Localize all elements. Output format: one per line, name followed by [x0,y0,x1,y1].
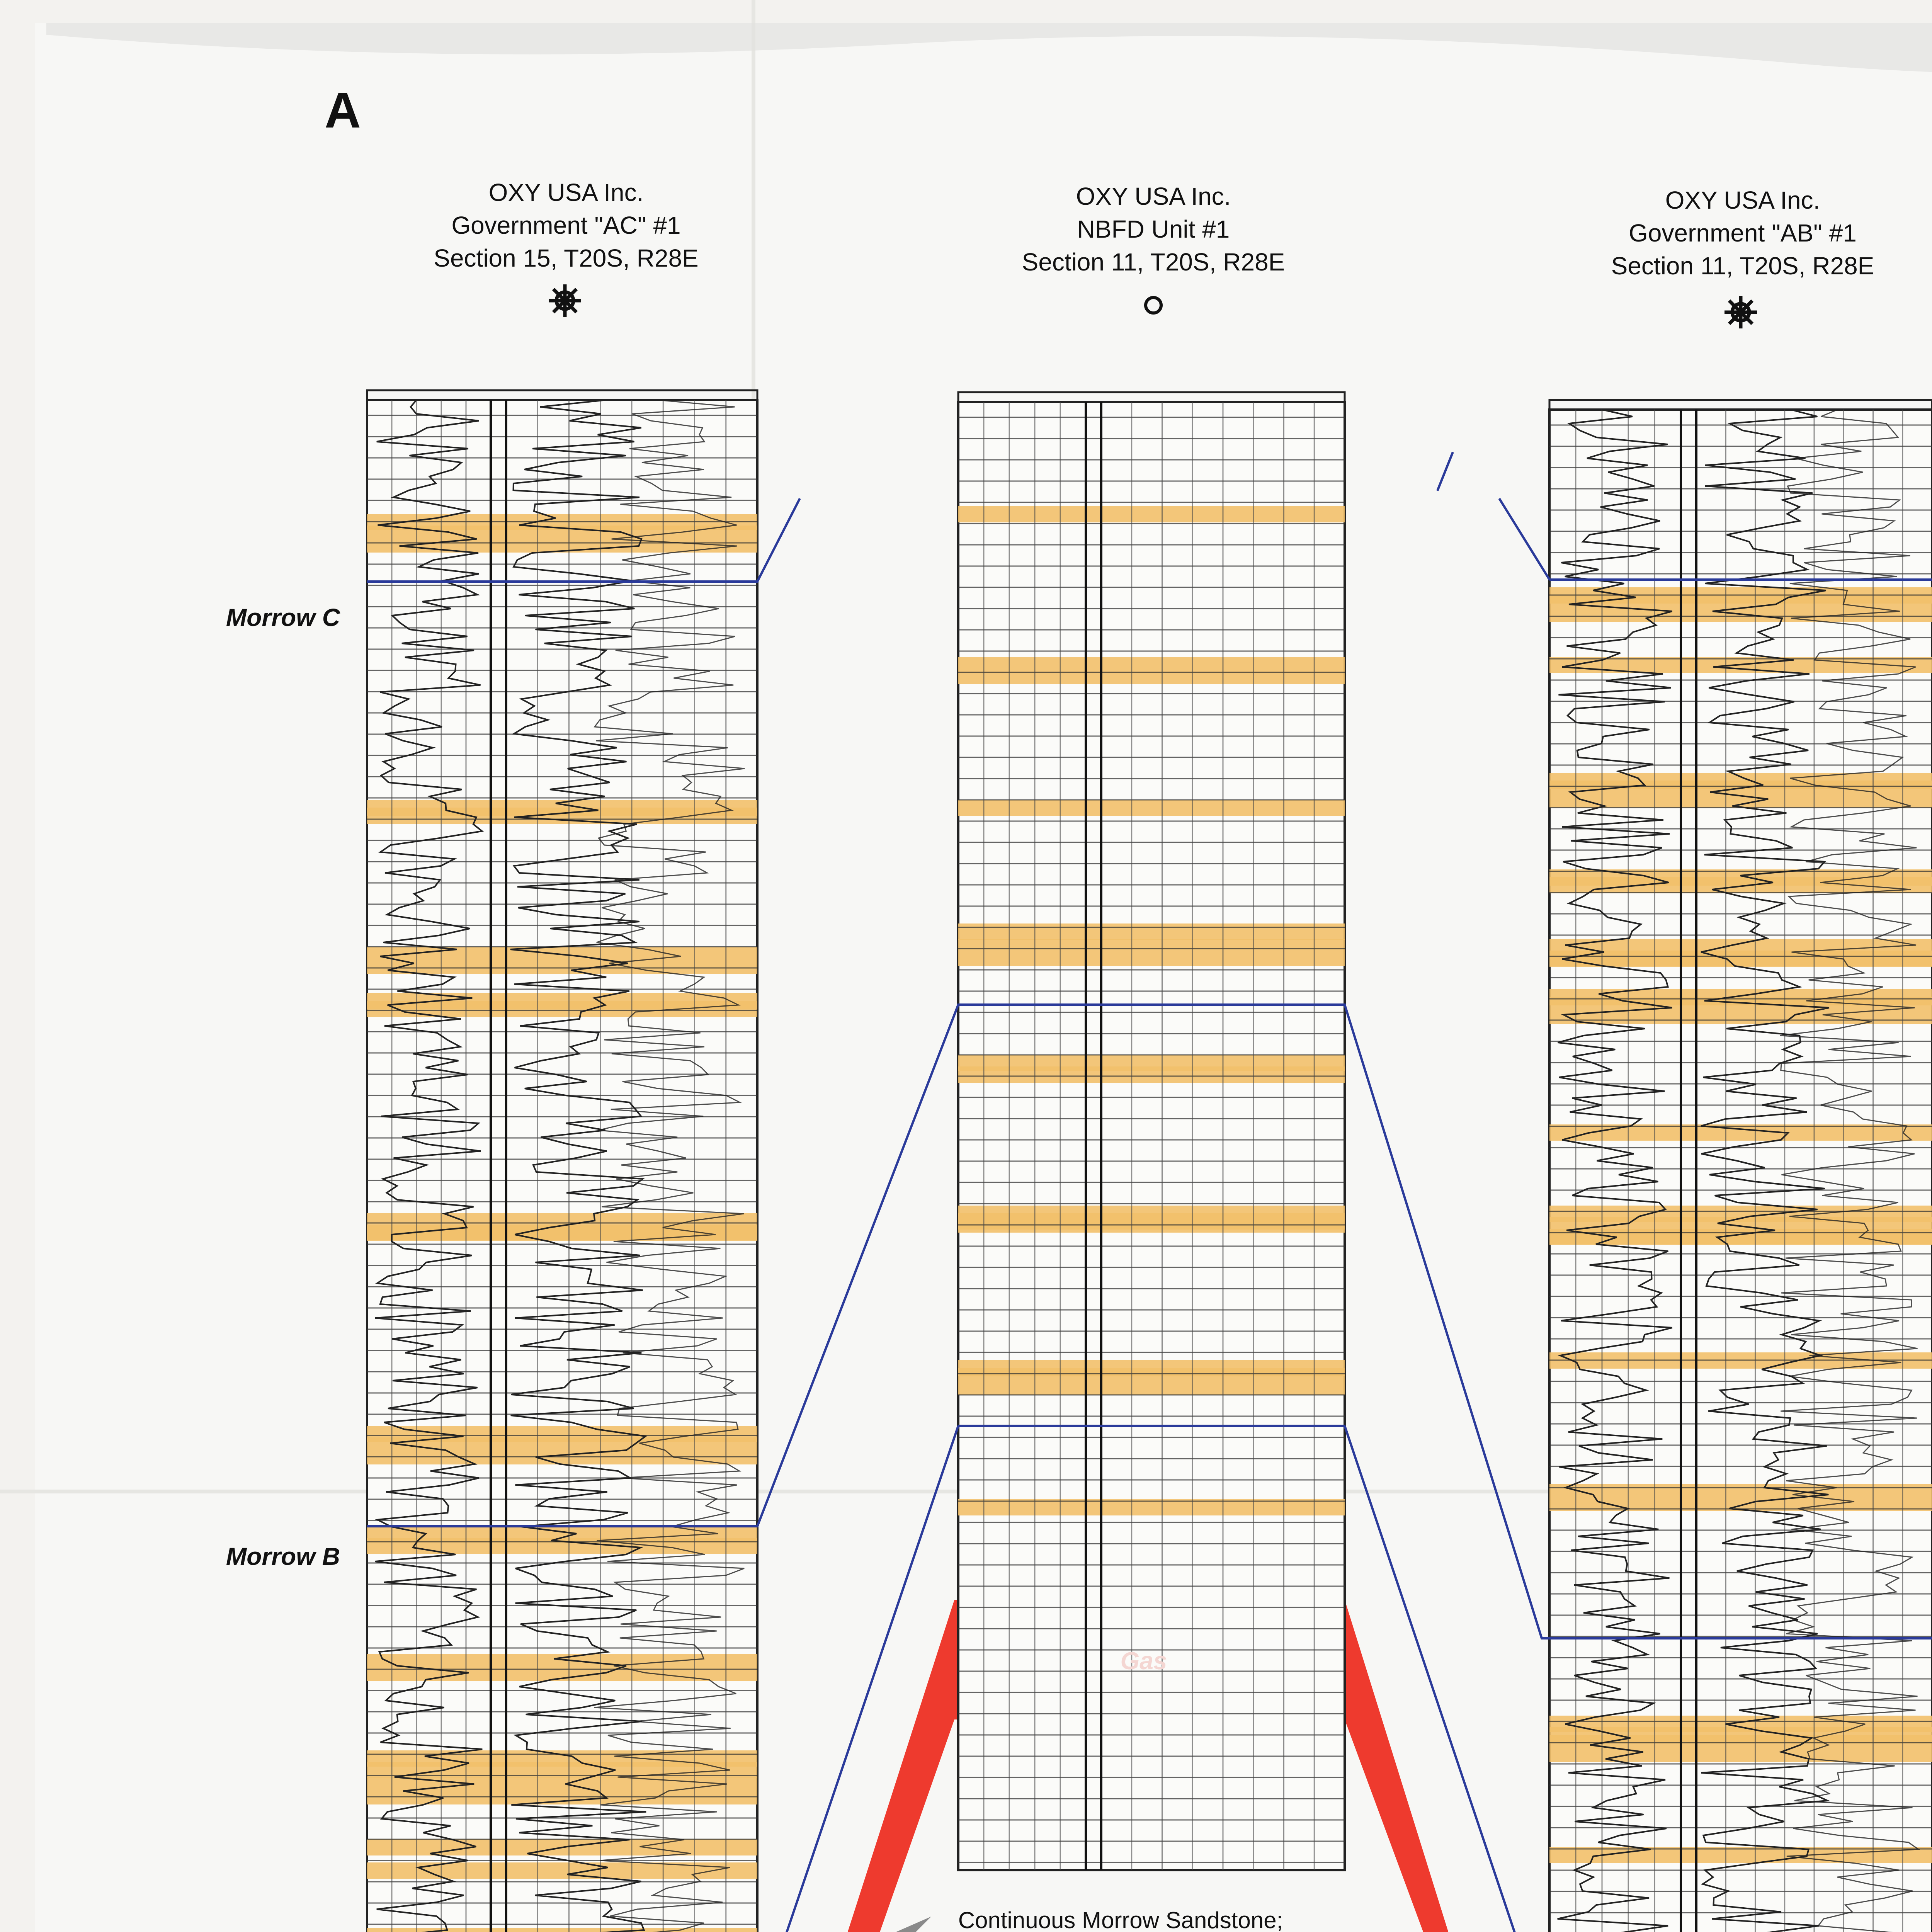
section-start-label: A [325,82,361,138]
sand-band [958,657,1345,684]
sand-band [367,1538,757,1554]
well-2-location: Section 11, T20S, R28E [1022,248,1285,276]
well-1-name: Government "AC" #1 [451,211,681,239]
well-2-name: NBFD Unit #1 [1077,215,1230,243]
sand-band [958,1066,1345,1083]
well-1-location: Section 15, T20S, R28E [434,244,699,272]
sand-band [367,1225,757,1241]
well-2-operator: OXY USA Inc. [1076,182,1231,210]
sand-band [367,947,757,974]
well-log-3 [1549,400,1932,1932]
well-log-1 [367,390,757,1932]
sand-band [958,939,1345,966]
sand-band [367,1928,757,1932]
sand-band [958,506,1345,522]
sand-band [958,1368,1345,1395]
continuous-sand-note [958,1907,1283,1932]
continuous-note-line-1: Continuous Morrow Sandstone; [958,1907,1283,1932]
sand-band [367,808,757,824]
sand-band [958,923,1345,940]
well-log-tracks [367,390,1932,1932]
sand-band [958,1213,1345,1230]
sand-band [1549,1229,1932,1245]
sand-band [1549,781,1932,808]
gas-label: Gas [1120,1647,1167,1675]
well-1-operator: OXY USA Inc. [488,179,644,206]
gas-well-icon [1725,296,1757,328]
well-3-location: Section 11, T20S, R28E [1611,252,1874,280]
morrow-b-label: Morrow B [226,1543,340,1570]
sand-band [1549,951,1932,967]
well-3-name: Government "AB" #1 [1629,219,1857,247]
morrow-c-label: Morrow C [226,604,340,631]
sand-band [1549,877,1932,893]
well-3-operator: OXY USA Inc. [1665,186,1820,214]
sand-band [958,800,1345,816]
gas-well-icon [549,284,581,317]
